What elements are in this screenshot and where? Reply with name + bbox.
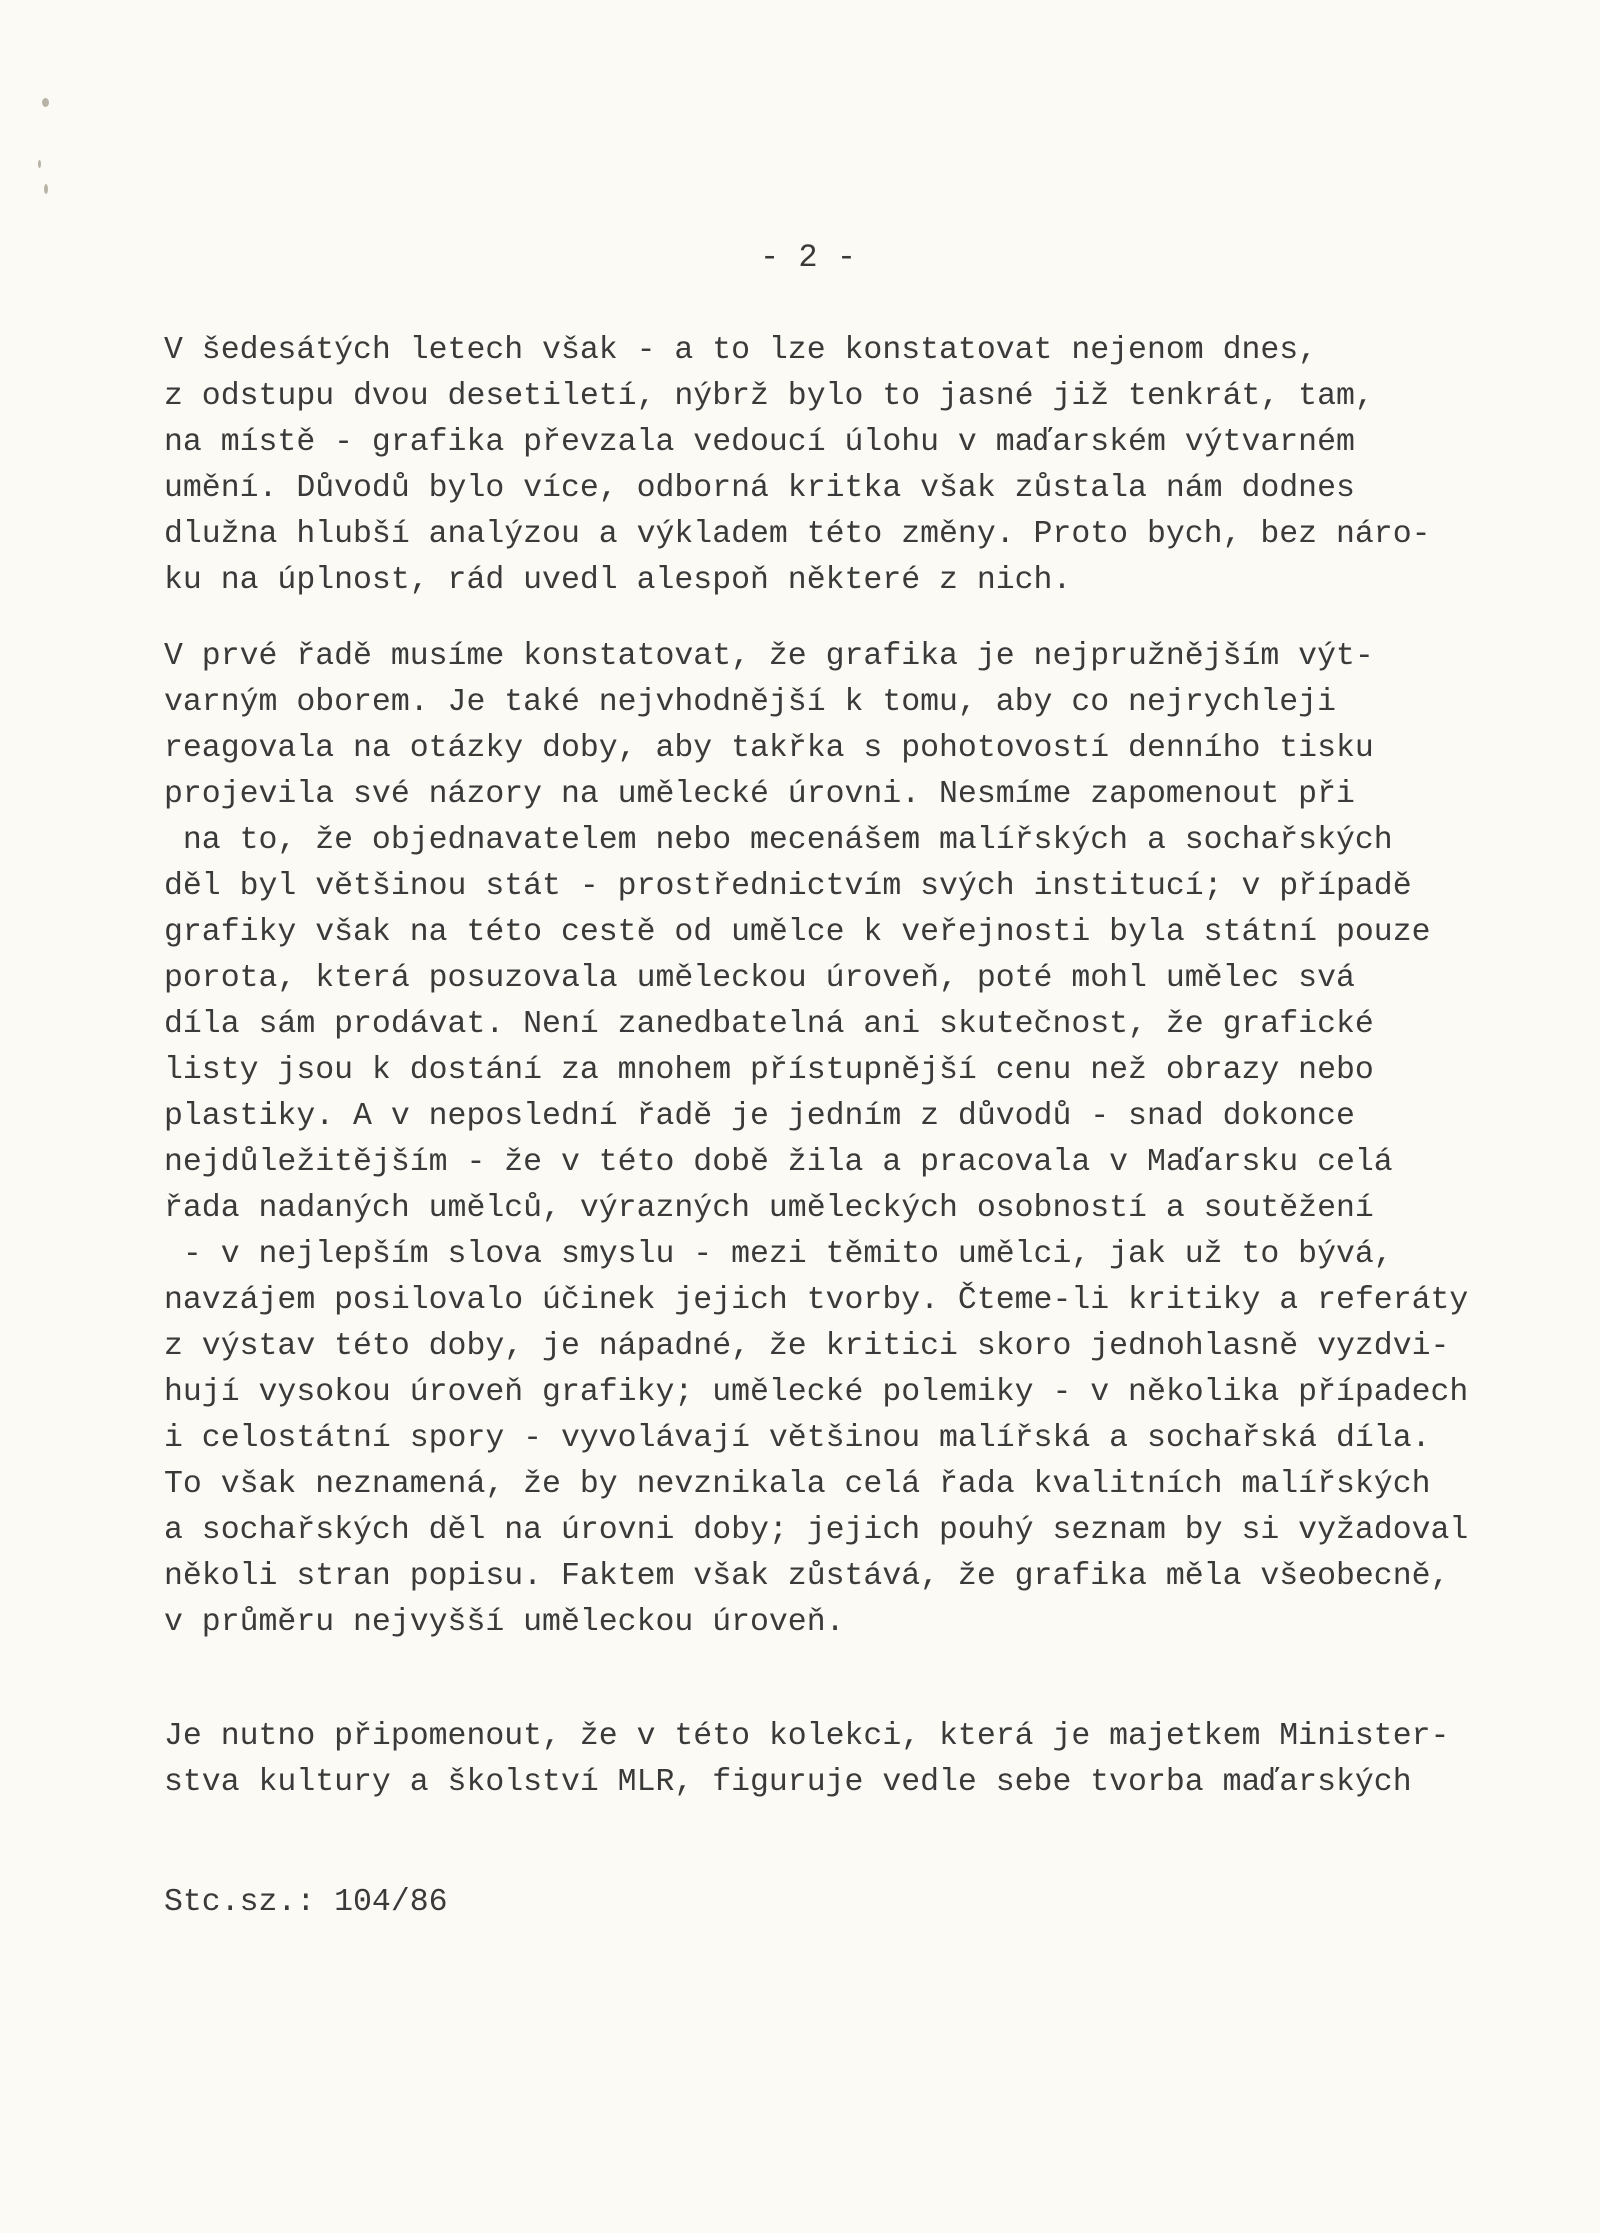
text-line: To však neznamená, že by nevznikala celá řada kvalitních malířských (164, 1467, 1431, 1502)
text-line: několi stran popisu. Faktem však zůstává, že grafika měla všeobecně, (164, 1559, 1450, 1594)
text-line: hují vysokou úroveň grafiky; umělecké polemiky - v několika případech (164, 1375, 1469, 1410)
text-line: z výstav této doby, je nápadné, že kritici skoro jednohlasně vyzdvi- (164, 1329, 1450, 1364)
paper-speck (44, 184, 48, 194)
text-line: listy jsou k dostání za mnohem přístupnější cenu než obrazy nebo (164, 1053, 1374, 1088)
text-line: dlužna hlubší analýzou a výkladem této změny. Proto bych, bez náro- (164, 517, 1431, 552)
text-line: grafiky však na této cestě od umělce k veřejnosti byla státní pouze (164, 915, 1431, 950)
text-line: projevila své názory na umělecké úrovni. Nesmíme zapomenout při (164, 777, 1355, 812)
text-line: - v nejlepším slova smyslu - mezi těmito umělci, jak už to bývá, (164, 1237, 1393, 1272)
text-line: na to, že objednavatelem nebo mecenášem malířských a sochařských (164, 823, 1393, 858)
text-line: díla sám prodávat. Není zanedbatelná ani skutečnost, že grafické (164, 1007, 1374, 1042)
text-line: porota, která posuzovala uměleckou úroveň, poté mohl umělec svá (164, 961, 1355, 996)
text-line: plastiky. A v neposlední řadě je jedním z důvodů - snad dokonce (164, 1099, 1355, 1134)
text-line: ku na úplnost, rád uvedl alespoň některé z nich. (164, 563, 1072, 598)
paragraph-1 (164, 328, 1431, 604)
text-line: navzájem posilovalo účinek jejich tvorby. Čteme-li kritiky a referáty (164, 1283, 1469, 1318)
text-line: z odstupu dvou desetiletí, nýbrž bylo to jasné již tenkrát, tam, (164, 379, 1374, 414)
text-line: nejdůležitějším - že v této době žila a pracovala v Maďarsku celá (164, 1145, 1393, 1180)
text-line: V šedesátých letech však - a to lze konstatovat nejenom dnes, (164, 333, 1318, 368)
text-line: a sochařských děl na úrovni doby; jejich pouhý seznam by si vyžadoval (164, 1513, 1469, 1548)
page-number: - 2 - (760, 239, 857, 276)
paper-speck (42, 98, 49, 107)
text-line: v průměru nejvyšší uměleckou úroveň. (164, 1605, 845, 1640)
paper-speck (38, 160, 41, 168)
text-line: V prvé řadě musíme konstatovat, že grafika je nejpružnějším výt- (164, 639, 1374, 674)
text-line: varným oborem. Je také nejvhodnější k tomu, aby co nejrychleji (164, 685, 1336, 720)
text-line: děl byl většinou stát - prostřednictvím svých institucí; v případě (164, 869, 1412, 904)
text-line: i celostátní spory - vyvolávají většinou malířská a sochařská díla. (164, 1421, 1431, 1456)
text-line: reagovala na otázky doby, aby takřka s pohotovostí denního tisku (164, 731, 1374, 766)
text-line: umění. Důvodů bylo více, odborná kritka však zůstala nám dodnes (164, 471, 1355, 506)
paragraph-2 (164, 634, 1468, 1646)
document-reference: Stc.sz.: 104/86 (164, 1885, 448, 1920)
text-line: na místě - grafika převzala vedoucí úlohu v maďarském výtvarném (164, 425, 1355, 460)
text-line: Je nutno připomenout, že v této kolekci, která je majetkem Minister- (164, 1719, 1450, 1754)
text-line: stva kultury a školství MLR, figuruje vedle sebe tvorba maďarských (164, 1765, 1412, 1800)
text-line: řada nadaných umělců, výrazných uměleckých osobností a soutěžení (164, 1191, 1374, 1226)
paragraph-3 (164, 1714, 1449, 1806)
